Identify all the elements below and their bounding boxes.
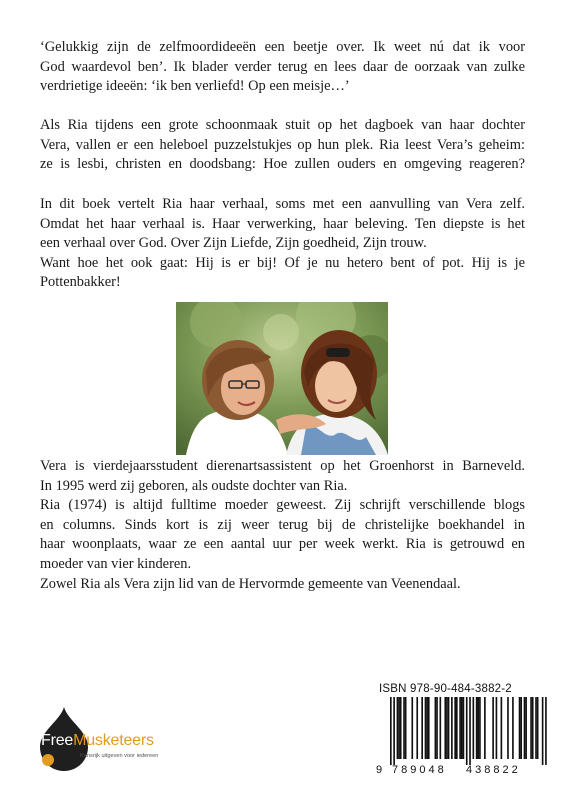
blurb-quote-paragraph bbox=[40, 38, 525, 97]
barcode-bar bbox=[405, 697, 407, 759]
text-line: Pottenbakker! bbox=[40, 274, 121, 291]
barcode-bar bbox=[479, 697, 481, 759]
barcode-bar bbox=[501, 697, 503, 759]
barcode-bar bbox=[463, 697, 465, 759]
barcode-bar bbox=[448, 697, 450, 759]
publisher-name bbox=[41, 732, 154, 750]
author-bio-paragraph bbox=[40, 457, 525, 594]
barcode-bar bbox=[492, 697, 494, 759]
barcode-bar bbox=[440, 697, 442, 759]
barcode-bar bbox=[542, 697, 544, 765]
isbn-number: ISBN 978-90-484-3882-2 bbox=[379, 683, 512, 695]
barcode-bar bbox=[416, 697, 418, 759]
barcode-bar bbox=[461, 697, 463, 759]
text-line: Vera is vierdejaarsstudent dierenartsassistent op het Groenhorst in Barneveld. bbox=[40, 458, 525, 474]
barcode-bar bbox=[411, 697, 413, 759]
barcode-digits bbox=[376, 764, 556, 776]
barcode-bar bbox=[473, 697, 475, 759]
barcode-bar bbox=[512, 697, 514, 759]
text-line: In dit boek vertelt Ria haar verhaal, soms met een aanvulling van Vera zelf. bbox=[40, 196, 525, 212]
barcode-bar bbox=[466, 697, 468, 765]
barcode-image bbox=[376, 697, 556, 765]
barcode-bar bbox=[426, 697, 428, 759]
barcode-bar bbox=[428, 697, 430, 759]
text-line: Want hoe het ook gaat: Hij is er bij! Of je nu hetero bent of pot. Hij is je bbox=[40, 254, 525, 271]
barcode-bar bbox=[421, 697, 423, 759]
text-line: verdrietige ideeën: ‘ik ben verliefd! Op een meisje…’ bbox=[40, 78, 350, 95]
barcode-bar bbox=[444, 697, 446, 759]
barcode-bar bbox=[519, 697, 521, 759]
barcode-bar bbox=[524, 697, 526, 759]
barcode-bar bbox=[446, 697, 448, 759]
text-line: Als Ria tijdens een grote schoonmaak stuit op het dagboek van haar dochter bbox=[40, 117, 525, 133]
barcode-bar bbox=[496, 697, 498, 759]
blurb-summary-paragraph bbox=[40, 116, 525, 175]
barcode-bar bbox=[435, 697, 437, 759]
barcode-bar bbox=[398, 697, 400, 759]
barcode-bar bbox=[477, 697, 479, 759]
text-line: Ria (1974) is altijd fulltime moeder geweest. Zij schrijft verschillende blogs bbox=[40, 497, 525, 514]
text-line: en columns. Sinds kort is zij weer terug bij de christelijke boekhandel in bbox=[40, 516, 525, 533]
barcode-bar bbox=[403, 697, 405, 759]
text-line: haar woonplaats, waar ze een aantal uur per week werkt. Ria is getrouwd en bbox=[40, 536, 525, 553]
barcode-bar bbox=[545, 697, 547, 765]
barcode-bar bbox=[535, 697, 537, 759]
barcode-bar bbox=[530, 697, 532, 759]
publisher-logo bbox=[36, 707, 186, 773]
barcode-bar bbox=[451, 697, 453, 759]
barcode-bar bbox=[537, 697, 539, 759]
barcode-bar bbox=[459, 697, 461, 759]
barcode-bar bbox=[436, 697, 438, 759]
publisher-name-free: Free bbox=[41, 732, 74, 749]
author-photo bbox=[176, 302, 388, 455]
barcode-bar bbox=[520, 697, 522, 759]
barcode-bar bbox=[484, 697, 486, 759]
text-line: God waardevol ben’. Ik blader verder terug en lees daar de oorzaak van zulke bbox=[40, 58, 525, 75]
publisher-name-musketeers: Musketeers bbox=[73, 732, 154, 749]
text-line: Omdat het haar verhaal is. Haar verwerking, haar beleving. Ten diepste is het bbox=[40, 215, 525, 232]
barcode-bar bbox=[507, 697, 509, 759]
text-line: ze is lesbi, christen en doodsbang: Hoe zullen ouders en omgeving reageren? bbox=[40, 156, 525, 173]
barcode-bar bbox=[469, 697, 471, 765]
barcode-bar bbox=[532, 697, 534, 759]
barcode-bar bbox=[425, 697, 427, 759]
isbn-barcode-block bbox=[376, 683, 556, 776]
barcode-digit-lead: 9 bbox=[376, 764, 383, 776]
text-line: ‘Gelukkig zijn de zelfmoordideeën een beetje over. Ik weet nú dat ik voor bbox=[40, 39, 525, 55]
text-line: moeder van vier kinderen. bbox=[40, 555, 192, 572]
barcode-bar bbox=[476, 697, 478, 759]
barcode-bar bbox=[454, 697, 456, 759]
text-line: een verhaal over God. Over Zijn Liefde, Zijn goedheid, Zijn trouw. bbox=[40, 235, 427, 252]
barcode-bar bbox=[390, 697, 392, 765]
text-line: In 1995 werd zij geboren, als oudste dochter van Ria. bbox=[40, 477, 348, 494]
dot-icon bbox=[42, 754, 54, 766]
barcode-digits-right: 438822 bbox=[466, 764, 521, 776]
publisher-tagline: Kansrijk uitgeven voor iedereen bbox=[80, 753, 159, 759]
barcode-bar bbox=[525, 697, 527, 759]
text-line: Vera, vallen er een heleboel puzzelstukjes op hun plek. Ria leest Vera’s geheim: bbox=[40, 136, 525, 153]
barcode-bar bbox=[397, 697, 399, 759]
barcode-bar bbox=[456, 697, 458, 759]
text-line: Zowel Ria als Vera zijn lid van de Hervormde gemeente van Veenendaal. bbox=[40, 575, 461, 592]
barcode-bar bbox=[393, 697, 395, 765]
blurb-story-paragraph bbox=[40, 195, 525, 293]
barcode-bar bbox=[400, 697, 402, 759]
barcode-digits-left: 789048 bbox=[392, 764, 447, 776]
